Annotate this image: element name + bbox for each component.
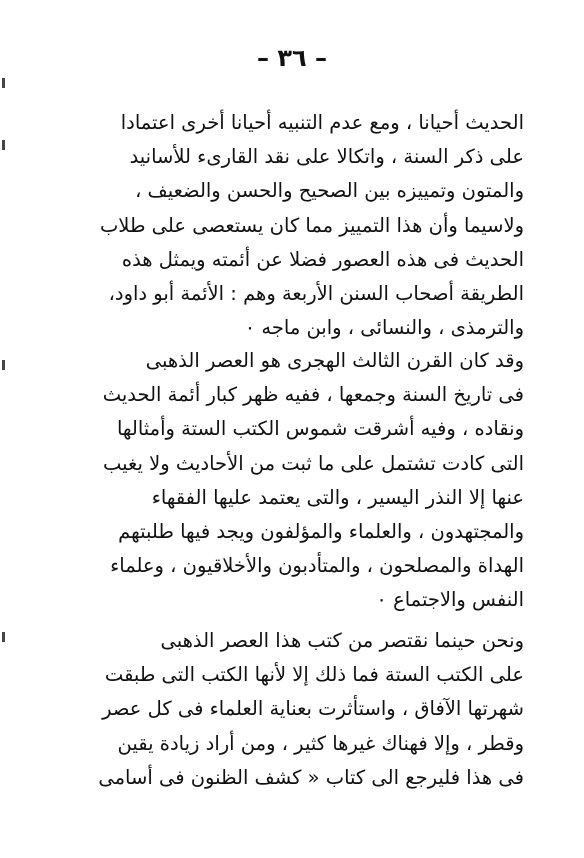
margin-mark	[2, 140, 5, 150]
text-line: ونحن حينما نقتصر من كتب هذا العصر الذهبى	[160, 629, 524, 652]
margin-mark	[2, 632, 5, 642]
text-line: فى تاريخ السنة وجمعها ، ففيه ظهر كبار أئمة الحديث	[102, 383, 524, 407]
text-line: على الكتب الستة فما ذلك إلا لأنها الكتب التى طبقت	[104, 663, 524, 687]
text-line: الحديث أحيانا ، ومع عدم التنبيه أحيانا أخرى اعتمادا	[120, 111, 524, 134]
paragraph-2	[52, 344, 524, 618]
text-line: والمجتهدون ، والعلماء والمؤلفون ويجد فيها طلبتهم	[118, 520, 524, 544]
margin-mark	[2, 360, 5, 370]
text-line: والترمذى ، والنسائى ، وابن ماجه ٠	[244, 316, 524, 340]
text-line: وقطر ، وإلا فهناك غيرها كثير ، ومن أراد زيادة يقين	[117, 731, 524, 755]
page-number: – ٣٦ –	[256, 44, 327, 72]
text-line: ولاسيما وأن هذا التمييز مما كان يستعصى على طلاب	[99, 213, 524, 237]
text-line: التى كادت تشتمل على ما ثبت من الأحاديث ولا يغيب	[103, 451, 524, 475]
margin-mark	[2, 78, 5, 88]
text-line: ونقاده ، وفيه أشرقت شموس الكتب الستة وأمثالها	[116, 417, 524, 441]
text-line: فى هذا فليرجع الى كتاب « كشف الظنون فى أسامى	[98, 765, 524, 789]
text-line: وقد كان القرن الثالث الهجرى هو العصر الذهبى	[145, 349, 524, 372]
text-line: على ذكر السنة ، واتكالا على نقد القارىء للأسانيد	[129, 145, 524, 169]
text-line: الطريقة أصحاب السنن الأربعة وهم : الأئمة أبو داود،	[108, 282, 524, 306]
text-line: شهرتها الآفاق ، واستأثرت بعناية العلماء فى كل عصر	[102, 697, 524, 721]
text-line: عنها إلا النذر اليسير ، والتى يعتمد عليها الفقهاء	[151, 485, 524, 509]
text-line: الهداة والمصلحون ، والمتأدبون والأخلاقيون ، وعلماء	[110, 554, 524, 578]
text-line: والمتون وتمييزه بين الصحيح والحسن والضعيف ،	[135, 179, 524, 203]
paragraph-1	[52, 106, 524, 345]
paragraph-3	[52, 624, 524, 795]
text-line: النفس والاجتماع ٠	[376, 588, 524, 612]
text-line: الحديث فى هذه العصور فضلا عن أئمته ويمثل هذه	[121, 247, 524, 271]
